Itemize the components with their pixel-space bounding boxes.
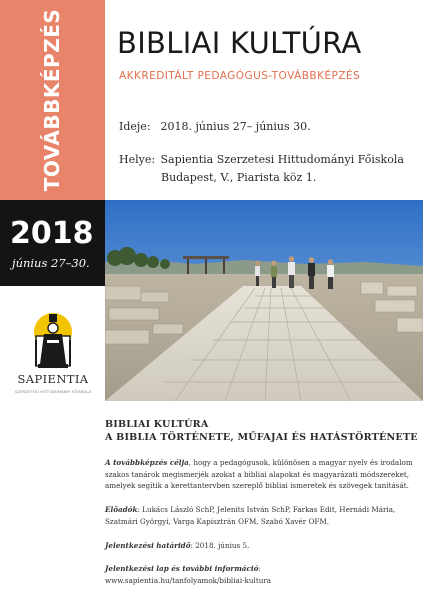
date-block (0, 200, 105, 286)
side-label: TOVÁBBKÉPZÉS (40, 8, 64, 192)
place-line2: Budapest, V., Piarista köz 1. (161, 171, 317, 184)
deadline-label: Jelentkezési határidő (105, 541, 191, 550)
goal-text: , hogy a pedagógusok, különösen a magyar nyelv és irodalom szakos tanárok megismerjék azokat a bibliai alapokat és magyarázati módszereket, amelyek segítik a kerettantervben szereplő bibliai ismeretek és szövegek tanítását. (105, 458, 413, 490)
course-subheading: A BIBLIA TÖRTÉNETE, MŰFAJAI ÉS HATÁSTÖRTÉNETE (105, 432, 418, 443)
application-paragraph (105, 563, 417, 586)
info-url[interactable]: www.sapientia.hu/tanfolyamok/bibliai-kultura (105, 575, 272, 585)
speakers-text: : Lukács László SchP, Jelenits István SchP, Farkas Edit, Hernádi Mária, Szatmári Györgyi, Varga Kapisztrán OFM, Szabó Xavér OFM. (105, 505, 396, 526)
deadline-paragraph (105, 540, 417, 552)
application-colon: : (258, 564, 261, 573)
goal-label: A továbbképzés célja (105, 458, 189, 467)
application-label: Jelentkezési lap és további információ (105, 564, 259, 573)
side-band (0, 0, 105, 200)
place-line (119, 153, 404, 166)
speakers-paragraph (105, 504, 417, 527)
deadline-text: : 2018. június 5. (190, 541, 250, 550)
poster-title: BIBLIAI KULTÚRA (117, 26, 362, 60)
speakers-label: Előadók (105, 505, 138, 514)
date-line (119, 120, 311, 133)
date-year: 2018 (10, 216, 94, 251)
course-heading: BIBLIAI KULTÚRA (105, 419, 209, 430)
place-label: Helye: (119, 153, 156, 166)
place-line1: Sapientia Szerzetesi Hittudományi Főiskola (160, 153, 404, 166)
goal-paragraph (105, 457, 417, 492)
date-value: 2018. június 27– június 30. (160, 120, 311, 133)
poster-subtitle: AKKREDITÁLT PEDAGÓGUS-TOVÁBBKÉPZÉS (119, 70, 361, 82)
date-days: június 27–30. (12, 256, 90, 270)
logo-name: SAPIENTIA (17, 372, 89, 386)
ruins-photo (105, 200, 423, 401)
logo-subtitle: SZERZETESI HITTUDOMÁNYI FŐISKOLA (14, 390, 92, 394)
date-label: Ideje: (119, 120, 151, 133)
